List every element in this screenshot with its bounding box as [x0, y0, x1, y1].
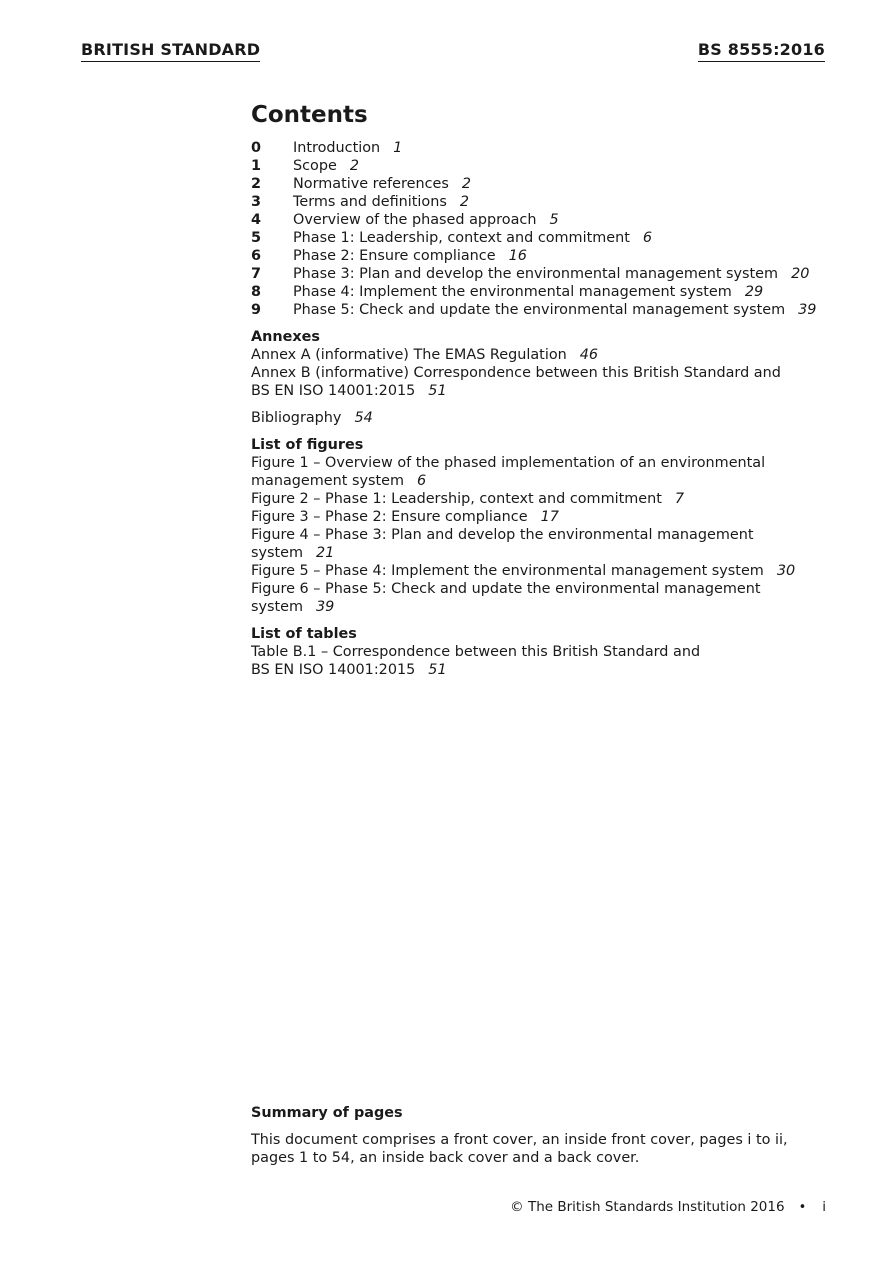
figure-entry[interactable]	[251, 526, 831, 562]
bibliography-page: 54	[354, 410, 373, 426]
annexes-heading: Annexes	[251, 329, 320, 345]
toc-item-number: 4	[251, 212, 262, 228]
bullet-separator: •	[798, 1199, 807, 1215]
toc-item-title: Normative references	[293, 176, 449, 192]
figure-page: 39	[316, 599, 335, 615]
toc-item-number: 0	[251, 140, 262, 156]
annexes-section	[251, 328, 831, 400]
table-page: 51	[428, 662, 447, 678]
toc-item-number: 3	[251, 194, 262, 210]
summary-text-line: pages 1 to 54, an inside back cover and a back cover.	[251, 1150, 640, 1166]
toc-item-title: Terms and definitions	[293, 194, 447, 210]
toc-item-number: 8	[251, 284, 262, 300]
toc-item-page: 20	[791, 266, 810, 282]
figure-title: Figure 6 – Phase 5: Check and update the environmental management	[251, 581, 761, 597]
toc-item-title: Phase 5: Check and update the environmental management system	[293, 302, 786, 318]
toc-item-number: 7	[251, 266, 262, 282]
figure-page: 6	[417, 473, 427, 489]
toc-item-page: 2	[349, 158, 359, 174]
summary-title: Summary of pages	[251, 1105, 403, 1121]
contents-title: Contents	[251, 102, 368, 128]
toc-item-title: Introduction	[293, 140, 381, 156]
figure-entry[interactable]	[251, 508, 831, 526]
toc-item-title: Phase 3: Plan and develop the environmental management system	[293, 266, 779, 282]
toc-item-title: Overview of the phased approach	[293, 212, 537, 228]
toc-item[interactable]	[251, 283, 831, 301]
tables-heading: List of tables	[251, 626, 357, 642]
toc-item-page: 2	[461, 176, 472, 192]
running-header-right: BS 8555:2016	[698, 40, 825, 62]
tables-section	[251, 625, 831, 679]
figure-page: 30	[776, 563, 796, 579]
annex-entry[interactable]	[251, 346, 831, 364]
table-entry[interactable]	[251, 643, 831, 679]
toc-item[interactable]	[251, 301, 831, 319]
toc-item[interactable]	[251, 157, 831, 175]
figure-page: 17	[540, 509, 559, 525]
toc-item-title: Phase 4: Implement the environmental management system	[293, 284, 732, 300]
annex-title: Annex B (informative) Correspondence between this British Standard and	[251, 365, 781, 381]
toc-item[interactable]	[251, 229, 831, 247]
page-number: i	[822, 1199, 826, 1215]
toc-item-title: Scope	[293, 158, 337, 174]
figure-title-continued: system	[251, 599, 304, 615]
figure-title: Figure 2 – Phase 1: Leadership, context and commitment	[251, 491, 662, 507]
toc-item[interactable]	[251, 247, 831, 265]
toc-item-title: Phase 2: Ensure compliance	[293, 248, 496, 264]
annex-page: 51	[428, 383, 447, 399]
toc-item[interactable]	[251, 193, 831, 211]
table-title-continued: BS EN ISO 14001:2015	[251, 662, 416, 678]
toc-item[interactable]	[251, 139, 831, 157]
toc-item-title: Phase 1: Leadership, context and commitment	[293, 230, 630, 246]
toc-item-page: 29	[744, 284, 764, 300]
toc-item-page: 16	[508, 248, 527, 264]
toc-item-number: 6	[251, 248, 262, 264]
toc-item[interactable]	[251, 265, 831, 283]
contents-list	[251, 139, 831, 319]
figure-title: Figure 5 – Phase 4: Implement the environmental management system	[251, 563, 764, 579]
summary-text-line: This document comprises a front cover, an inside front cover, pages i to ii,	[251, 1132, 788, 1148]
figure-entry[interactable]	[251, 580, 831, 616]
annex-title: Annex A (informative) The EMAS Regulation	[251, 347, 567, 363]
figure-title: Figure 3 – Phase 2: Ensure compliance	[251, 509, 528, 525]
annex-page: 46	[579, 347, 599, 363]
toc-item-number: 1	[251, 158, 262, 174]
bibliography-title: Bibliography	[251, 410, 342, 426]
bibliography-entry[interactable]	[251, 409, 831, 427]
figure-title: Figure 1 – Overview of the phased implementation of an environmental	[251, 455, 766, 471]
figure-title-continued: management system	[251, 473, 404, 489]
page-footer	[510, 1199, 826, 1215]
toc-item-page: 5	[549, 212, 559, 228]
toc-item-page: 2	[459, 194, 469, 210]
toc-item-number: 2	[251, 176, 262, 192]
table-title: Table B.1 – Correspondence between this British Standard and	[251, 644, 701, 660]
figure-entry[interactable]	[251, 562, 831, 580]
running-header-left: BRITISH STANDARD	[81, 40, 260, 62]
annex-title-continued: BS EN ISO 14001:2015	[251, 383, 416, 399]
toc-item-page: 6	[642, 230, 653, 246]
toc-item-number: 9	[251, 302, 262, 318]
figure-entry[interactable]	[251, 490, 831, 508]
summary-text	[251, 1131, 811, 1167]
figure-title: Figure 4 – Phase 3: Plan and develop the environmental management	[251, 527, 754, 543]
figure-title-continued: system	[251, 545, 304, 561]
figures-heading: List of figures	[251, 437, 364, 453]
toc-item-number: 5	[251, 230, 262, 246]
toc-item-page: 39	[798, 302, 817, 318]
contents-page	[251, 101, 831, 679]
toc-item[interactable]	[251, 175, 831, 193]
toc-item-page: 1	[393, 140, 403, 156]
toc-item[interactable]	[251, 211, 831, 229]
figures-section	[251, 436, 831, 616]
figure-entry[interactable]	[251, 454, 831, 490]
figure-page: 21	[316, 545, 335, 561]
figure-page: 7	[674, 491, 685, 507]
annex-entry[interactable]	[251, 364, 831, 400]
copyright-notice: © The British Standards Institution 2016	[510, 1199, 785, 1215]
summary-of-pages	[251, 1104, 811, 1167]
